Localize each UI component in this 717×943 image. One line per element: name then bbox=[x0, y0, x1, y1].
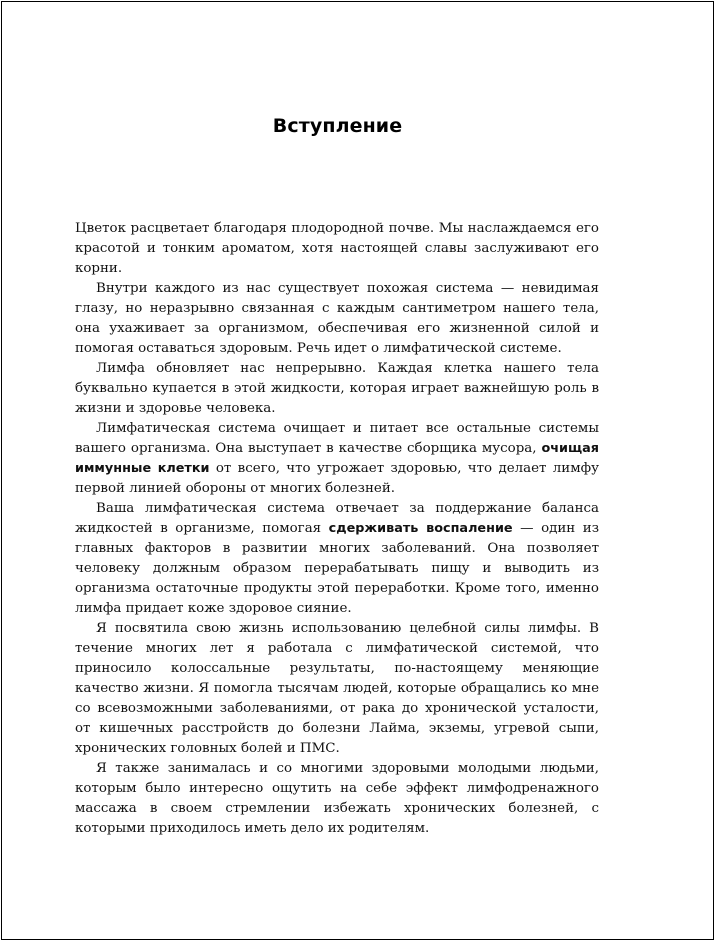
body-text bbox=[75, 219, 599, 839]
paragraph-4-end: от всего, что угрожает здоровью, что делает лимфу первой линией обороны от многих болезней. bbox=[75, 461, 599, 496]
paragraph-5 bbox=[75, 499, 599, 619]
paragraph-6: Я посвятила свою жизнь использованию целебной силы лимфы. В течение многих лет я работала с лимфатической системой, что приносило колоссальные результаты, по-настоящему меняющие качество жизни. Я помогла тысячам людей, которые обращались ко мне со всевозможными заболеваниями, от рака до хронической усталости, от кишечных расстройств до болезни Лайма, экземы, угревой сыпи, хронических головных болей и ПМС. bbox=[75, 621, 599, 756]
paragraph-7: Я также занималась и со многими здоровыми молодыми людьми, которым было интересно ощутить на себе эффект лимфодренажного массажа в своем стремлении избежать хронических болезней, с которыми приходилось иметь дело их родителям. bbox=[75, 761, 599, 836]
paragraph-2: Внутри каждого из нас существует похожая система — невидимая глазу, но неразрывно связанная с каждым сантиметром нашего тела, она ухаживает за организмом, обеспечивая его жизненной силой и помогая оставаться здоровым. Речь идет о лимфатической системе. bbox=[75, 281, 599, 356]
emphasis-contain-inflammation: сдерживать воспаление bbox=[328, 521, 513, 536]
page-frame bbox=[1, 1, 714, 940]
emphasis-cleansing-immune-cells: очищая иммунные клетки bbox=[75, 441, 599, 476]
chapter-title: Вступление bbox=[272, 115, 403, 137]
paragraph-4-start: Лимфатическая система очищает и питает все остальные системы вашего организма. Она выступает в качестве сборщика мусора, bbox=[75, 421, 599, 456]
paragraph-3: Лимфа обновляет нас непрерывно. Каждая клетка нашего тела буквально купается в этой жидкости, которая играет важнейшую роль в жизни и здоровье человека. bbox=[75, 361, 599, 416]
paragraph-1: Цветок расцветает благодаря плодородной почве. Мы наслаждаемся его красотой и тонким ароматом, хотя настоящей славы заслуживают его корни. bbox=[75, 221, 599, 276]
paragraph-5-end: — один из главных факторов в развитии многих заболеваний. Она позволяет человеку должным образом перерабатывать пищу и выводить из организма остаточные продукты этой переработки. Кроме того, именно лимфа придает коже здоровое сияние. bbox=[75, 521, 599, 616]
paragraph-5-start: Ваша лимфатическая система отвечает за поддержание баланса жидкостей в организме, помогая bbox=[75, 501, 599, 536]
paragraph-4 bbox=[75, 419, 599, 499]
